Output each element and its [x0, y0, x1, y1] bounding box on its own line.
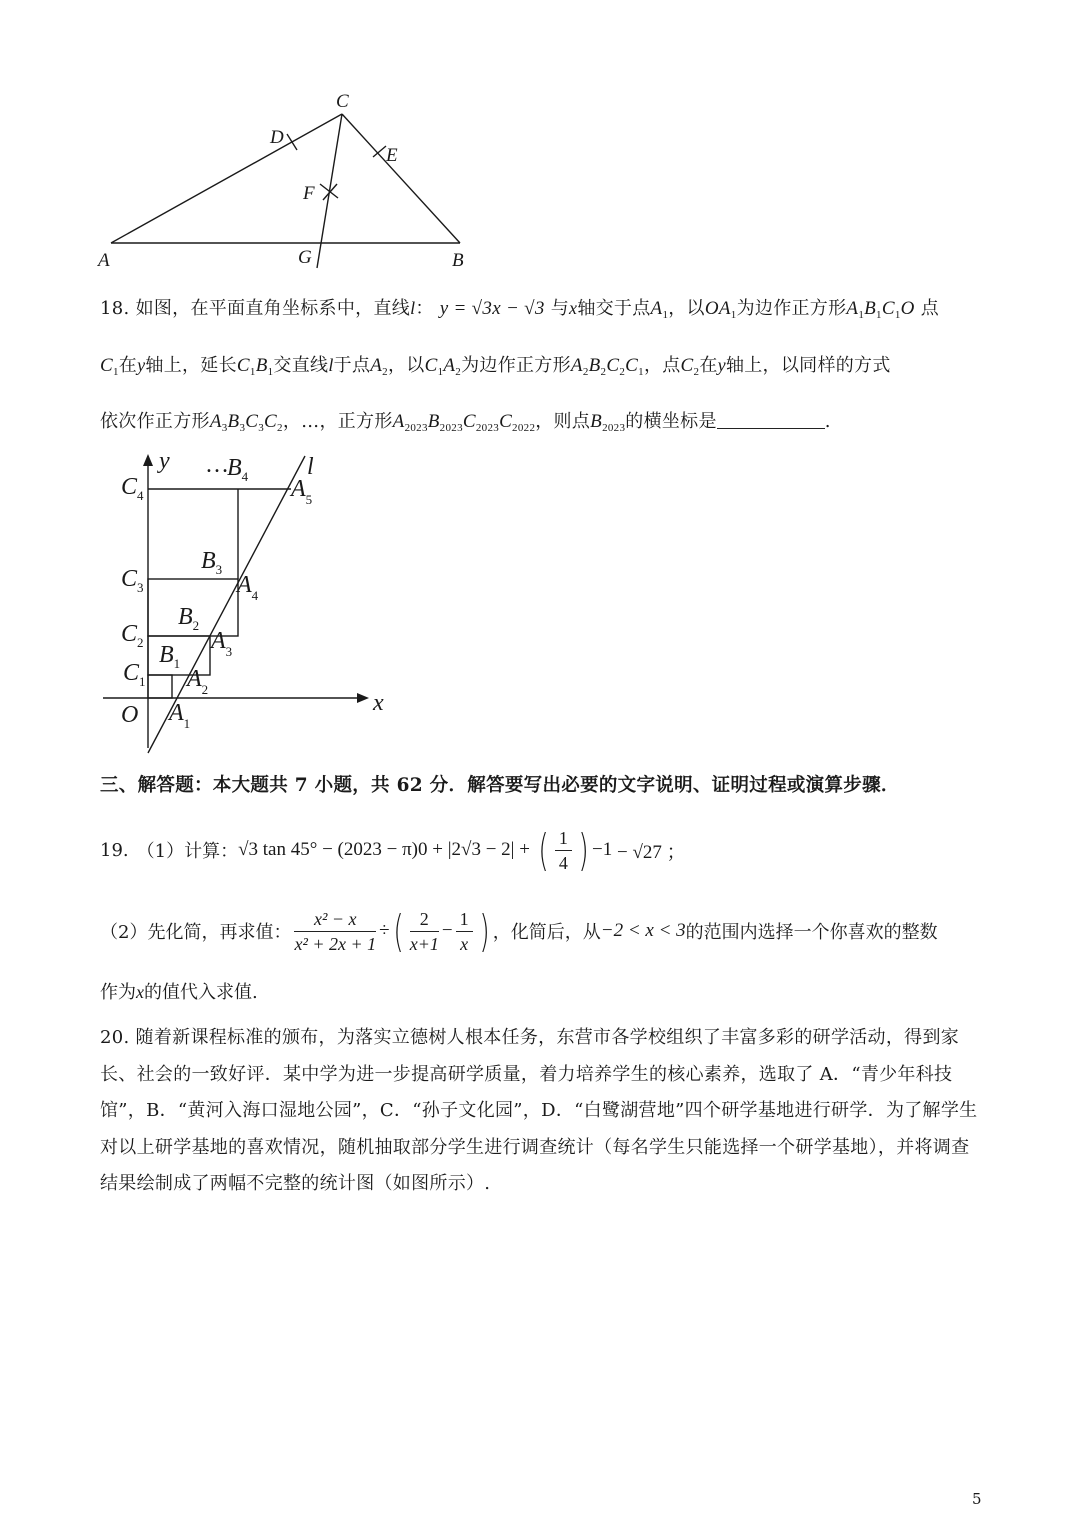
question-19-part2: [100, 900, 985, 1011]
q18-line3: [100, 404, 985, 446]
section-heading: 三、解答题：本大题共 7 小题，共 62 分．解答要写出必要的文字说明、证明过程或演算步骤．: [100, 775, 900, 796]
q19-minus: −: [441, 920, 453, 941]
q18-text: 依次作正方形: [100, 411, 210, 432]
label-C: C: [336, 91, 349, 112]
q18-A3B3C3C2: $A_3B_3C_3C_2$: [209, 411, 283, 434]
q18-text: 在: [699, 355, 718, 376]
q18-text: ，则点: [535, 411, 591, 432]
q18-var: y: [717, 355, 726, 375]
q18-text: ，…，正方形: [282, 411, 393, 432]
triangle-figure: [90, 88, 480, 273]
q18-B2023: $B_{2023}$: [590, 411, 626, 434]
q19-exp-0: 0: [418, 839, 428, 860]
q19-frac-1: $\frac{\text{x² − x}}{\text{x² + 2x + 1}}$: [294, 908, 377, 954]
q18-text: ：: [415, 298, 434, 319]
label-G: G: [298, 247, 312, 268]
segment-CB: [342, 114, 460, 243]
label-C3: $C_3$: [121, 566, 144, 595]
q19-text: 作为: [100, 982, 136, 1003]
q18-text: 点: [920, 298, 940, 319]
label-B4: $B_4$: [227, 455, 249, 484]
q19-part2-label: （2）先化简，再求值：: [100, 922, 292, 943]
q18-text: 轴上，延长: [145, 355, 237, 376]
label-B3: $B_3$: [201, 548, 223, 577]
tick-D: [287, 134, 297, 150]
q18-text: 轴交于点: [577, 298, 651, 319]
q18-A1: $A_1$: [650, 298, 669, 321]
q19-frac-3: $\frac{1}{x}$: [456, 907, 473, 956]
paren-close: ): [578, 824, 589, 876]
q18-text: ，以: [668, 298, 705, 319]
label-x: x: [373, 690, 384, 716]
q18-A2: $A_2$: [370, 355, 388, 378]
q18-text: 与: [550, 298, 570, 319]
q18-text: 于点: [333, 355, 371, 376]
q18-text: ，点: [643, 355, 681, 376]
label-O: O: [121, 702, 139, 728]
q18-var: y: [137, 355, 146, 375]
label-y: y: [159, 448, 170, 474]
q18-square-2023: $A_{2023}B_{2023}C_{2023}C_{2022}$: [392, 411, 536, 434]
label-F: F: [303, 183, 315, 204]
label-A2: $A_2$: [187, 666, 209, 697]
q19-number: 19.: [100, 839, 129, 861]
q18-text: 如图，在平面直角坐标系中，直线: [135, 298, 411, 319]
label-B: B: [452, 250, 464, 271]
q18-line1: [100, 290, 985, 333]
q18-text: 轴上，以同样的方式: [725, 355, 891, 376]
q18-text: ，以: [387, 355, 425, 376]
paren-open: (: [392, 905, 404, 957]
q18-A2B2C2C1: $A_2B_2C_2C_1$: [570, 355, 644, 378]
answer-blank[interactable]: [717, 410, 825, 429]
question-20: 20. 随着新课程标准的颁布，为落实立德树人根本任务，东营市各学校组织了丰富多彩的研学活动，得到家长、社会的一致好评．某中学为进一步提高研学质量，着力培养学生的核心素养，选取了 A．“青少年科技馆”，B．“黄河入海口湿地公园”，C．“孙子文化园”，D．“白鹭湖营地”四个研学基地进行研学．为了解学生对以上研学基地的喜欢情况，随机抽取部分学生进行调查统计（每名学生只能选择一个研学基地），并将调查结果绘制成了两幅不完整的统计图（如图所示）.: [100, 1027, 978, 1194]
q18-text: 为边作正方形: [461, 355, 571, 376]
paren-open: (: [538, 824, 549, 876]
q18-A1B1C1O: $A_1B_1C_1O$: [846, 298, 915, 321]
label-D: D: [270, 127, 284, 148]
question-18: [100, 290, 985, 446]
q18-C1B1: $C_1B_1$: [236, 355, 274, 378]
q18-var: x: [569, 298, 578, 318]
q18-number: 18.: [100, 298, 130, 319]
label-B2: $B_2$: [178, 604, 200, 633]
q18-text: 为边作正方形: [736, 298, 847, 319]
q19-divide: ÷: [379, 920, 390, 941]
q18-text: 的横坐标是: [625, 411, 717, 432]
q18-C1A2: $C_1A_2$: [424, 355, 462, 378]
paren-close: ): [479, 905, 490, 957]
label-A3: $A_3$: [211, 628, 233, 659]
square-1: [148, 675, 172, 698]
segment-AC: [111, 114, 342, 243]
q19-text: 的范围内选择一个你喜欢的整数: [685, 922, 938, 943]
q19-expr-b: + |2√3 − 2| +: [427, 839, 535, 860]
label-C4: $C_4$: [121, 474, 144, 503]
label-A1: $A_1$: [169, 700, 191, 731]
q19-var: x: [136, 982, 144, 1002]
q19-expr-c: − √27 ；: [612, 841, 686, 863]
q19-part2-line2: [100, 974, 985, 1011]
q18-line2: [100, 347, 985, 390]
q18-line-name: l: [328, 355, 334, 375]
q18-C1: $C_1$: [100, 355, 119, 378]
q19-frac-2: $\frac{2}{x+1}$: [409, 908, 439, 954]
label-A5: $A_5$: [291, 476, 313, 507]
q19-text: ，化简后，从: [492, 922, 601, 943]
squares-figure: [95, 448, 405, 763]
q18-text: .: [824, 411, 831, 432]
q19-text: 的值代入求值.: [144, 982, 258, 1003]
label-B1: $B_1$: [159, 642, 181, 671]
label-A4: $A_4$: [237, 572, 259, 603]
q18-OA1: $OA_1$: [704, 298, 737, 321]
q19-exp-neg1: −1: [592, 839, 613, 860]
q18-line-name: l: [410, 298, 416, 318]
q19-part1-label: （1）计算：: [136, 841, 239, 862]
label-E: E: [386, 145, 398, 166]
label-dots: …: [205, 452, 229, 478]
q19-range: −2 < x < 3: [600, 920, 686, 941]
label-A: A: [98, 250, 110, 271]
q18-equation: y = √3x − √3: [439, 298, 545, 319]
q19-frac-quarter: $\frac{1}{4}$: [555, 826, 572, 875]
question-19-part1: [100, 822, 985, 878]
y-arrow: [143, 454, 153, 466]
page-number: 5: [972, 1490, 982, 1508]
q18-text: 在: [118, 355, 138, 376]
x-arrow: [357, 693, 369, 703]
label-C2: $C_2$: [121, 621, 144, 650]
q18-C2: $C_2$: [680, 355, 700, 378]
q18-text: 交直线: [273, 355, 329, 376]
q19-expr-a: √3 tan 45° − (2023 − π): [238, 839, 419, 860]
label-l: l: [307, 454, 314, 480]
label-C1: $C_1$: [123, 660, 146, 689]
